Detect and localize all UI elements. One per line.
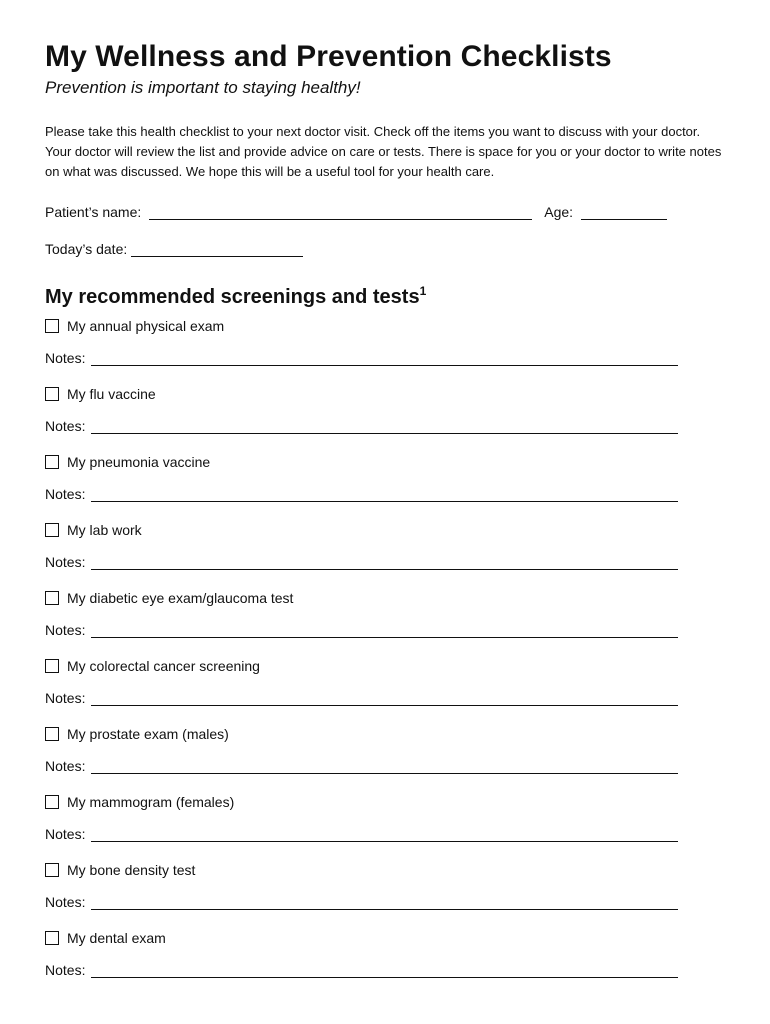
checklist-item <box>45 590 678 658</box>
notes-field[interactable] <box>91 759 678 774</box>
checklist-item-label: My prostate exam (males) <box>67 726 229 742</box>
checklist-item-label: My diabetic eye exam/glaucoma test <box>67 590 294 606</box>
notes-label: Notes: <box>45 758 86 774</box>
checklist-item-label: My dental exam <box>67 930 166 946</box>
checklist-item-label: My mammogram (females) <box>67 794 235 810</box>
checklist-item-label: My bone density test <box>67 862 196 878</box>
checklist-item <box>45 386 678 454</box>
notes-label: Notes: <box>45 418 86 434</box>
notes-label: Notes: <box>45 486 86 502</box>
checklist-item <box>45 522 678 590</box>
notes-label: Notes: <box>45 690 86 706</box>
notes-field[interactable] <box>91 963 678 978</box>
patient-name-field[interactable] <box>149 205 532 220</box>
todays-date-label: Today’s date: <box>45 241 128 257</box>
checklist-item <box>45 726 678 794</box>
checklist-item <box>45 862 678 930</box>
checkbox[interactable] <box>45 591 59 605</box>
age-label: Age: <box>544 204 574 220</box>
todays-date-field[interactable] <box>131 242 303 257</box>
checkbox[interactable] <box>45 523 59 537</box>
notes-label: Notes: <box>45 554 86 570</box>
date-row <box>45 241 303 257</box>
checklist-item <box>45 658 678 726</box>
page-title: My Wellness and Prevention Checklists <box>45 40 612 73</box>
patient-info-row <box>45 204 667 220</box>
intro-paragraph: Please take this health checklist to your next doctor visit. Check off the items you want to discuss with your doctor. Your doctor will review the list and provide advice on care or tests. There is space for you or your doctor to write notes on what was discussed. We hope this will be a useful tool for your health care. <box>45 124 722 179</box>
checkbox[interactable] <box>45 659 59 673</box>
notes-label: Notes: <box>45 962 86 978</box>
notes-label: Notes: <box>45 826 86 842</box>
notes-label: Notes: <box>45 622 86 638</box>
age-field[interactable] <box>581 205 667 220</box>
notes-field[interactable] <box>91 419 678 434</box>
checkbox[interactable] <box>45 387 59 401</box>
checkbox[interactable] <box>45 455 59 469</box>
notes-field[interactable] <box>91 895 678 910</box>
checkbox[interactable] <box>45 863 59 877</box>
notes-label: Notes: <box>45 894 86 910</box>
checklist-item-label: My annual physical exam <box>67 318 225 334</box>
patient-name-label: Patient’s name: <box>45 204 142 220</box>
checkbox[interactable] <box>45 931 59 945</box>
notes-field[interactable] <box>91 487 678 502</box>
checklist-item-label: My lab work <box>67 522 142 538</box>
notes-field[interactable] <box>91 623 678 638</box>
checklist-item <box>45 454 678 522</box>
checklist-item-label: My flu vaccine <box>67 386 156 402</box>
checklist-items <box>45 318 678 998</box>
checklist-item <box>45 930 678 998</box>
notes-field[interactable] <box>91 691 678 706</box>
notes-field[interactable] <box>91 351 678 366</box>
checklist-item <box>45 794 678 862</box>
section-title <box>45 284 426 309</box>
footnote-marker: 1 <box>419 284 427 298</box>
section-title-text: My recommended screenings and tests <box>45 286 420 308</box>
checklist-item-label: My pneumonia vaccine <box>67 454 211 470</box>
notes-field[interactable] <box>91 827 678 842</box>
checklist-item <box>45 318 678 386</box>
checklist-item-label: My colorectal cancer screening <box>67 658 260 674</box>
notes-field[interactable] <box>91 555 678 570</box>
notes-label: Notes: <box>45 350 86 366</box>
checkbox[interactable] <box>45 319 59 333</box>
checkbox[interactable] <box>45 727 59 741</box>
checkbox[interactable] <box>45 795 59 809</box>
page-subtitle: Prevention is important to staying healthy! <box>45 78 361 97</box>
